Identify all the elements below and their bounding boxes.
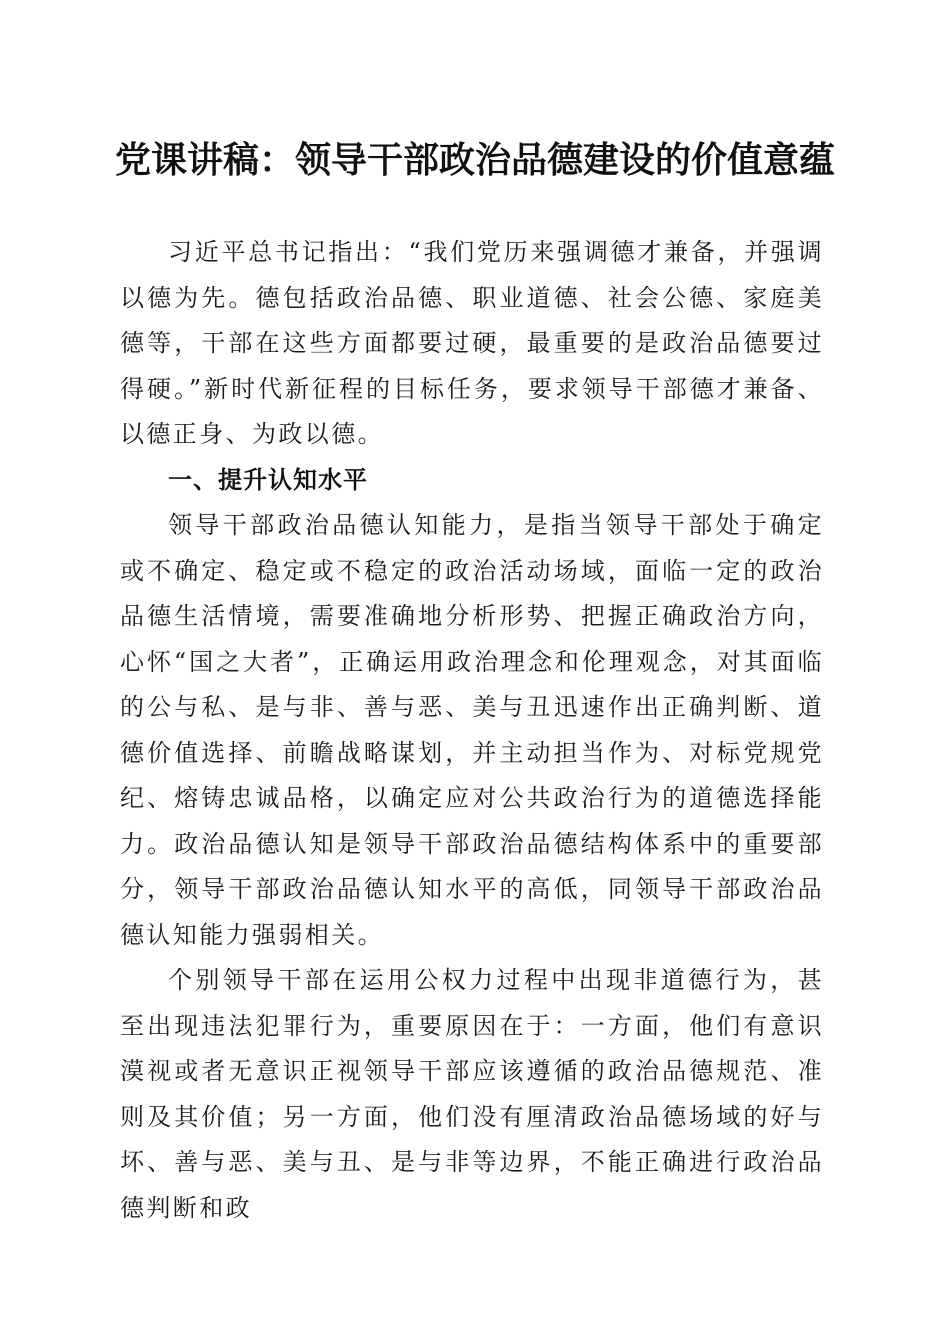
paragraph-intro: 习近平总书记指出：“我们党历来强调德才兼备，并强调以德为先。德包括政治品德、职业道德、社会公德、家庭美德等，干部在这些方面都要过硬，最重要的是政治品德要过得硬。”新时代新征程的目标任务，要求领导干部德才兼备、以德正身、为政以德。 xyxy=(120,238,824,448)
document-title: 党课讲稿：领导干部政治品德建设的价值意蕴 xyxy=(114,139,835,181)
document-body xyxy=(120,230,824,1231)
paragraph-cognition: 领导干部政治品德认知能力，是指当领导干部处于确定或不确定、稳定或不稳定的政治活动场域，面临一定的政治品德生活情境，需要准确地分析形势、把握正确政治方向，心怀“国之大者”，正确运用政治理念和伦理观念，对其面临的公与私、是与非、善与恶、美与丑迅速作出正确判断、道德价值选择、前瞻战略谋划，并主动担当作为、对标党规党纪、熔铸忠诚品格，以确定应对公共政治行为的道德选择能力。政治品德认知是领导干部政治品德结构体系中的重要部分，领导干部政治品德认知水平的高低，同领导干部政治品德认知能力强弱相关。 xyxy=(120,511,824,949)
paragraph-reasons: 个别领导干部在运用公权力过程中出现非道德行为，甚至出现违法犯罪行为，重要原因在于：一方面，他们有意识漠视或者无意识正视领导干部应该遵循的政治品德规范、准则及其价值；另一方面，他们没有厘清政治品德场域的好与坏、善与恶、美与丑、是与非等边界，不能正确进行政治品德判断和政 xyxy=(120,966,824,1222)
section-heading-1: 一、提升认知水平 xyxy=(168,465,368,494)
